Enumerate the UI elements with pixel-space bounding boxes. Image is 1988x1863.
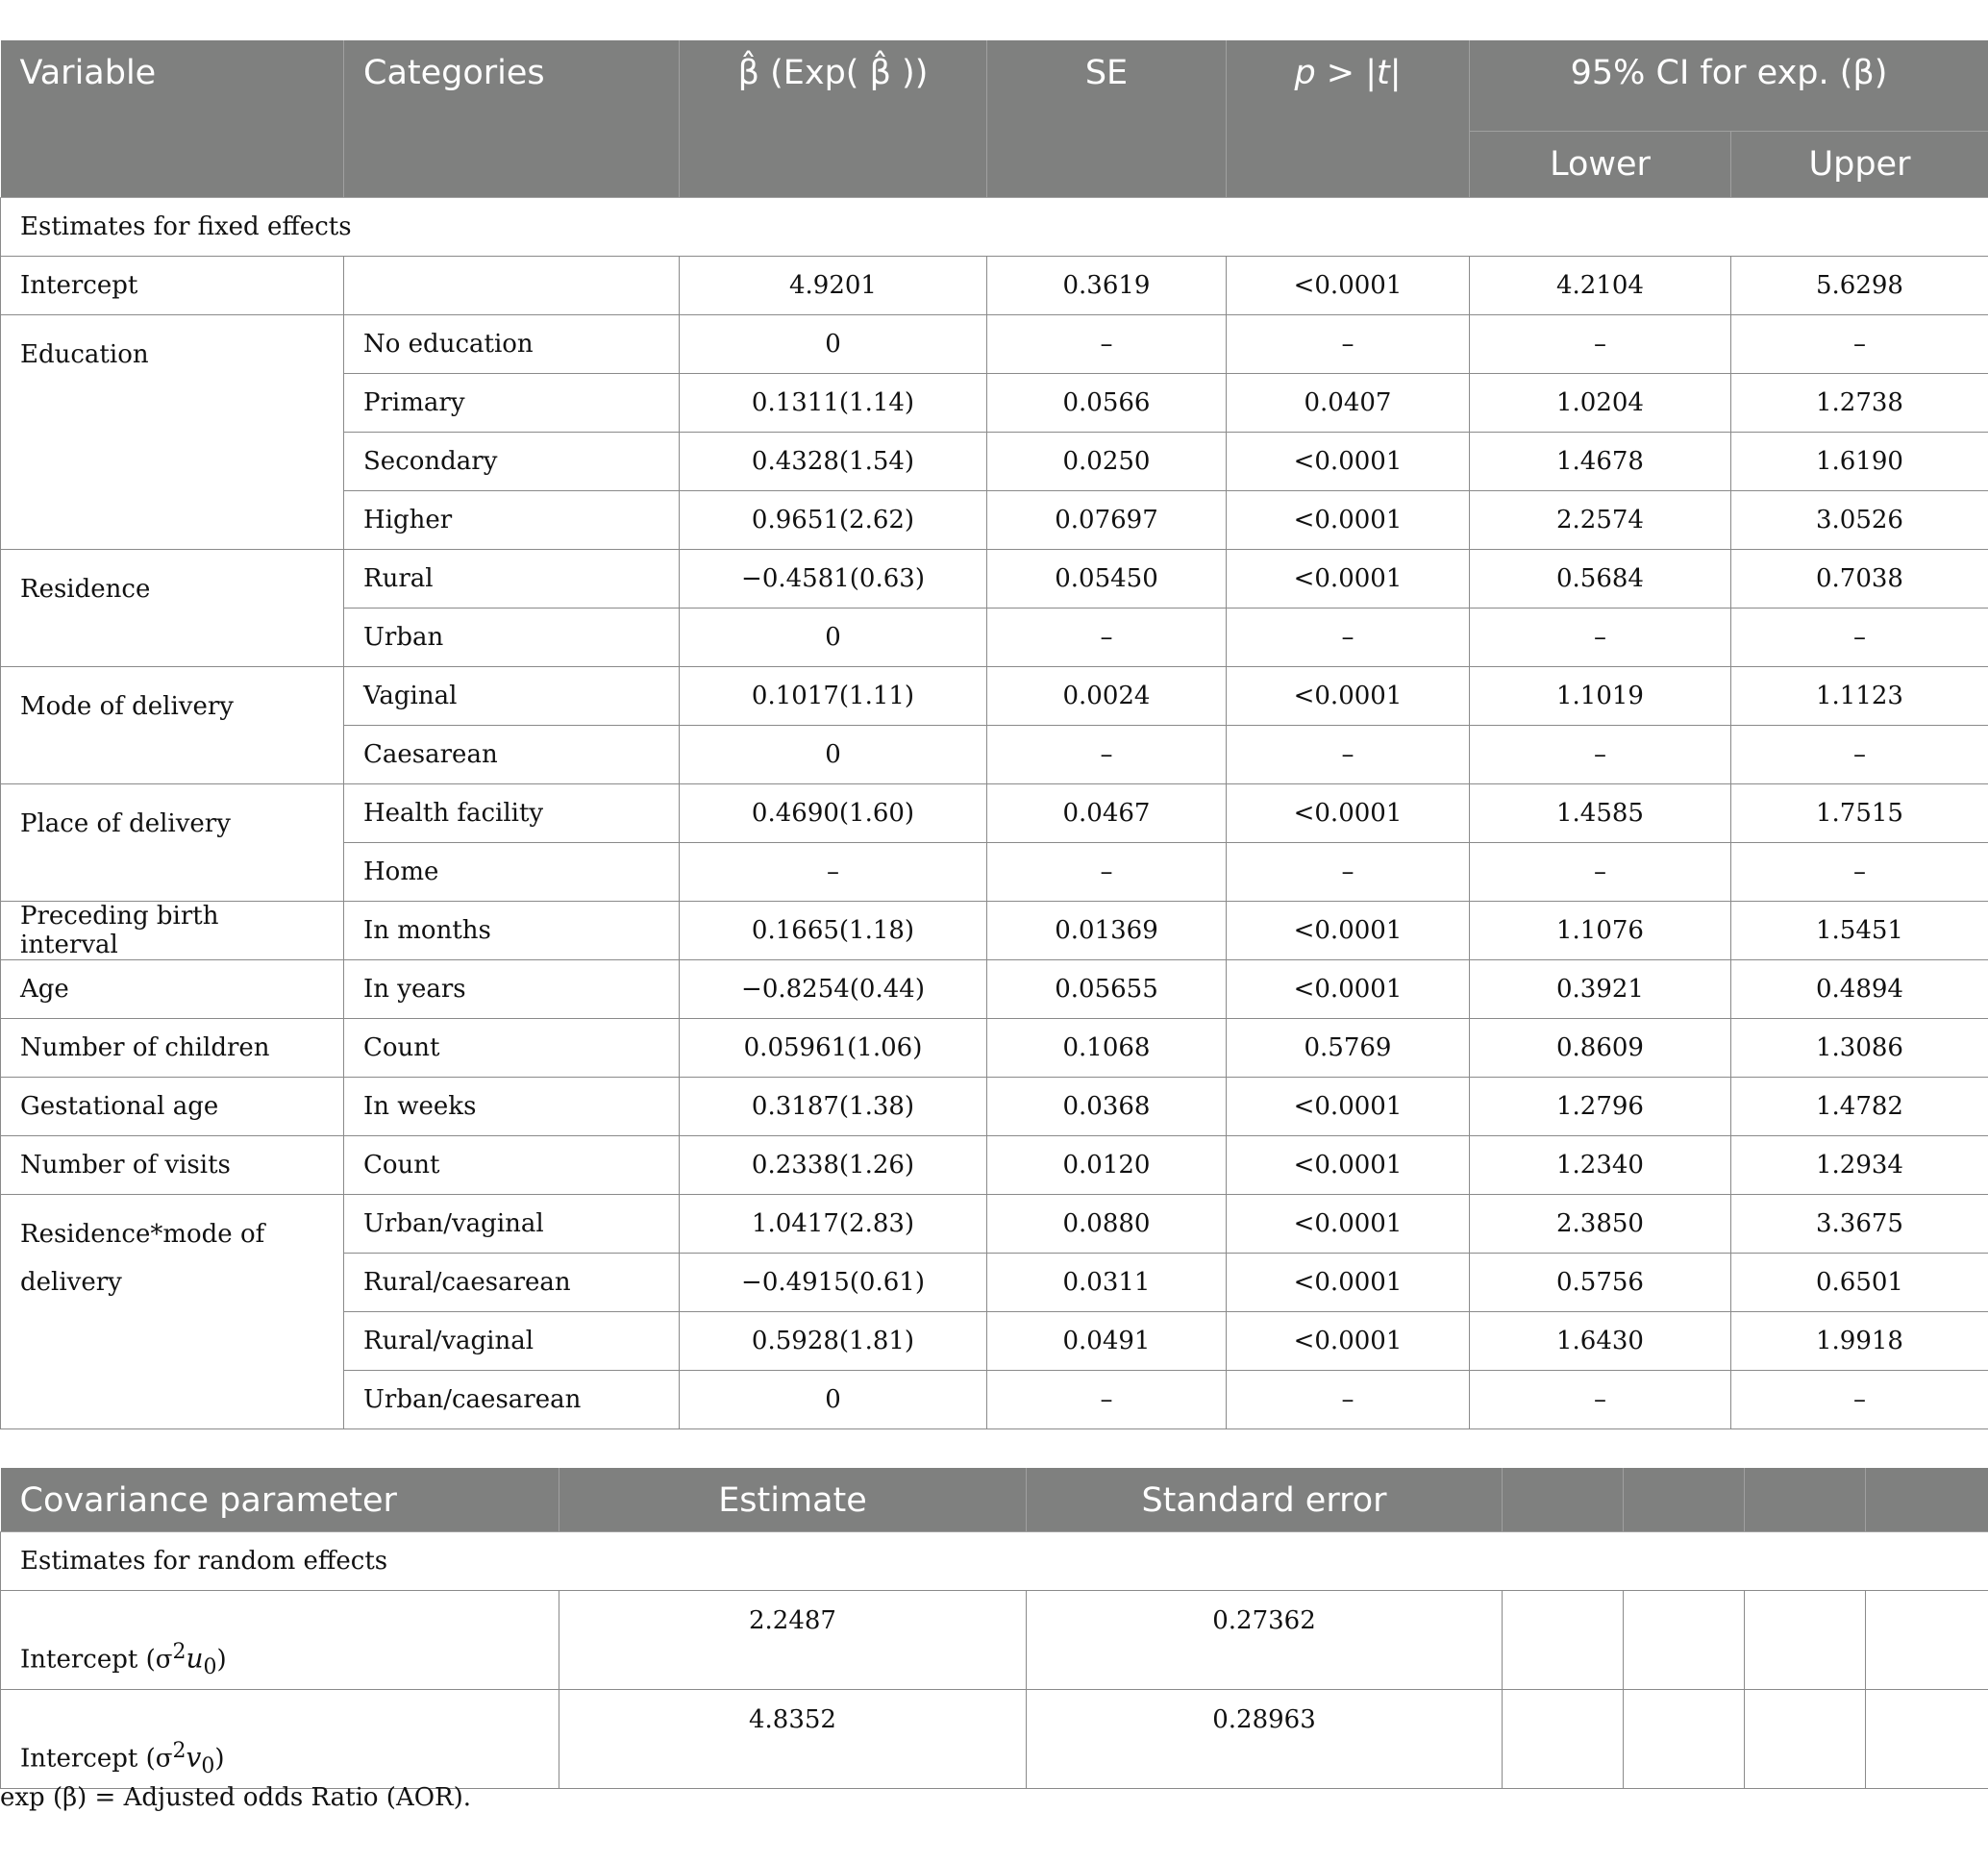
cell-p: <0.0001	[1227, 1254, 1470, 1312]
table-row	[1, 550, 1988, 609]
cell-variable: Intercept	[1, 257, 344, 315]
cell-variable: Education	[1, 315, 344, 550]
cell-beta: 0	[680, 1371, 987, 1429]
cell-category: Rural/vaginal	[344, 1312, 680, 1371]
cell-upper: 1.6190	[1731, 433, 1988, 491]
cell-empty	[1624, 1690, 1745, 1789]
cell-p: –	[1227, 609, 1470, 667]
cell-lower: –	[1470, 1371, 1731, 1429]
cell-variable: Residence*mode of delivery	[1, 1195, 344, 1429]
cell-beta: 0.1017(1.11)	[680, 667, 987, 726]
cell-p: <0.0001	[1227, 960, 1470, 1019]
cell-beta: −0.4915(0.61)	[680, 1254, 987, 1312]
label-suffix: )	[214, 1744, 225, 1774]
cell-lower: 2.2574	[1470, 491, 1731, 550]
table-row	[1, 1078, 1988, 1136]
cell-beta: 0.3187(1.38)	[680, 1078, 987, 1136]
cell-beta: −0.8254(0.44)	[680, 960, 987, 1019]
cell-category: Primary	[344, 374, 680, 433]
header-variable: Variable	[1, 40, 344, 198]
cell-beta: 0	[680, 315, 987, 374]
cell-upper: 1.7515	[1731, 784, 1988, 843]
cell-category: Health facility	[344, 784, 680, 843]
cell-se: –	[987, 1371, 1227, 1429]
label-suffix: )	[216, 1645, 227, 1675]
header-estimate: Estimate	[559, 1468, 1027, 1532]
cell-se: 0.0311	[987, 1254, 1227, 1312]
cell-empty	[1866, 1690, 1988, 1789]
cell-p: –	[1227, 843, 1470, 902]
cell-upper: –	[1731, 843, 1988, 902]
cell-empty	[1866, 1591, 1988, 1690]
label-sup: 2	[172, 1640, 186, 1665]
cell-beta: 0	[680, 609, 987, 667]
cell-se: 0.28963	[1027, 1690, 1503, 1789]
cell-se: 0.05655	[987, 960, 1227, 1019]
cell-upper: 1.4782	[1731, 1078, 1988, 1136]
cell-se: 0.0368	[987, 1078, 1227, 1136]
section-label-random: Estimates for random effects	[1, 1532, 1988, 1591]
cell-category: No education	[344, 315, 680, 374]
cell-upper: 0.6501	[1731, 1254, 1988, 1312]
header-beta: β̂ (Exp( β̂ ))	[680, 40, 987, 198]
cell-se: 0.0566	[987, 374, 1227, 433]
cell-lower: 0.5756	[1470, 1254, 1731, 1312]
cell-p: –	[1227, 1371, 1470, 1429]
cell-covariance-label	[1, 1591, 559, 1690]
cell-variable: Mode of delivery	[1, 667, 344, 784]
table-row	[1, 1591, 1988, 1690]
fixed-effects-table	[0, 40, 1988, 1429]
cell-lower: 0.8609	[1470, 1019, 1731, 1078]
table-row	[1, 902, 1988, 960]
cell-beta: 0.05961(1.06)	[680, 1019, 987, 1078]
cell-lower: 1.1076	[1470, 902, 1731, 960]
cell-variable: Place of delivery	[1, 784, 344, 902]
cell-se: –	[987, 843, 1227, 902]
cell-upper: 0.7038	[1731, 550, 1988, 609]
cell-p: 0.0407	[1227, 374, 1470, 433]
cell-p: <0.0001	[1227, 784, 1470, 843]
cell-p: <0.0001	[1227, 550, 1470, 609]
cell-lower: 1.2796	[1470, 1078, 1731, 1136]
cell-upper: 1.2738	[1731, 374, 1988, 433]
cell-upper: 0.4894	[1731, 960, 1988, 1019]
cell-category: Higher	[344, 491, 680, 550]
header-standard-error: Standard error	[1027, 1468, 1503, 1532]
table-row	[1, 257, 1988, 315]
covariance-body	[1, 1532, 1988, 1789]
cell-lower: 1.6430	[1470, 1312, 1731, 1371]
cell-variable: Preceding birth interval	[1, 902, 344, 960]
cell-lower: 0.5684	[1470, 550, 1731, 609]
cell-lower: 1.4678	[1470, 433, 1731, 491]
header-categories: Categories	[344, 40, 680, 198]
cell-lower: –	[1470, 843, 1731, 902]
cell-upper: 1.3086	[1731, 1019, 1988, 1078]
cell-se: 0.0491	[987, 1312, 1227, 1371]
cell-p: <0.0001	[1227, 257, 1470, 315]
cell-se: –	[987, 315, 1227, 374]
cell-p: 0.5769	[1227, 1019, 1470, 1078]
footnote: exp (β) = Adjusted odds Ratio (AOR).	[0, 1783, 472, 1812]
cell-category: Home	[344, 843, 680, 902]
cell-lower: –	[1470, 609, 1731, 667]
cell-upper: 3.0526	[1731, 491, 1988, 550]
table-row	[1, 1690, 1988, 1789]
header-empty	[1624, 1468, 1745, 1532]
cell-se: 0.27362	[1027, 1591, 1503, 1690]
cell-category: Vaginal	[344, 667, 680, 726]
cell-p: <0.0001	[1227, 1136, 1470, 1195]
cell-se: 0.07697	[987, 491, 1227, 550]
cell-p: <0.0001	[1227, 1312, 1470, 1371]
table-row	[1, 315, 1988, 374]
cell-lower: 1.1019	[1470, 667, 1731, 726]
fixed-effects-body	[1, 198, 1988, 1429]
cell-p: <0.0001	[1227, 491, 1470, 550]
cell-covariance-label	[1, 1690, 559, 1789]
cell-se: 0.0880	[987, 1195, 1227, 1254]
table-row	[1, 1195, 1988, 1254]
cell-beta: 0.2338(1.26)	[680, 1136, 987, 1195]
cell-category: In weeks	[344, 1078, 680, 1136]
cell-beta: −0.4581(0.63)	[680, 550, 987, 609]
cell-upper: 5.6298	[1731, 257, 1988, 315]
cell-category: Count	[344, 1136, 680, 1195]
label-prefix: Intercept (σ	[20, 1744, 173, 1774]
cell-lower: –	[1470, 726, 1731, 784]
header-lower: Lower	[1470, 132, 1731, 198]
cell-beta: 1.0417(2.83)	[680, 1195, 987, 1254]
cell-upper: 1.5451	[1731, 902, 1988, 960]
header-p-value: p > |t|	[1227, 40, 1470, 198]
cell-se: 0.05450	[987, 550, 1227, 609]
table-row	[1, 1136, 1988, 1195]
cell-empty	[1745, 1690, 1866, 1789]
header-upper: Upper	[1731, 132, 1988, 198]
cell-category: Urban/caesarean	[344, 1371, 680, 1429]
cell-upper: 1.1123	[1731, 667, 1988, 726]
cell-se: 0.0250	[987, 433, 1227, 491]
table-row	[1, 784, 1988, 843]
covariance-table	[0, 1468, 1988, 1789]
cell-upper: –	[1731, 1371, 1988, 1429]
header-empty	[1745, 1468, 1866, 1532]
cell-se: 0.0467	[987, 784, 1227, 843]
cell-beta: –	[680, 843, 987, 902]
cell-p: –	[1227, 726, 1470, 784]
cell-category: Count	[344, 1019, 680, 1078]
cell-beta: 0.4328(1.54)	[680, 433, 987, 491]
cell-lower: 1.2340	[1470, 1136, 1731, 1195]
label-sub: 0	[201, 1754, 215, 1778]
cell-variable: Gestational age	[1, 1078, 344, 1136]
cell-empty	[1745, 1591, 1866, 1690]
cell-estimate: 2.2487	[559, 1591, 1027, 1690]
cell-p: <0.0001	[1227, 667, 1470, 726]
label-prefix: Intercept (σ	[20, 1645, 173, 1675]
cell-beta: 0.9651(2.62)	[680, 491, 987, 550]
label-var: v	[186, 1741, 202, 1774]
cell-se: 0.0024	[987, 667, 1227, 726]
cell-lower: 1.4585	[1470, 784, 1731, 843]
cell-category: Caesarean	[344, 726, 680, 784]
label-var: u	[186, 1642, 204, 1675]
cell-p: <0.0001	[1227, 902, 1470, 960]
cell-se: –	[987, 609, 1227, 667]
cell-upper: 1.9918	[1731, 1312, 1988, 1371]
cell-lower: 0.3921	[1470, 960, 1731, 1019]
cell-beta: 0.1311(1.14)	[680, 374, 987, 433]
cell-se: –	[987, 726, 1227, 784]
cell-p: <0.0001	[1227, 433, 1470, 491]
cell-category: Urban/vaginal	[344, 1195, 680, 1254]
cell-category: In years	[344, 960, 680, 1019]
label-sup: 2	[172, 1739, 186, 1764]
cell-category: Rural	[344, 550, 680, 609]
cell-lower: 4.2104	[1470, 257, 1731, 315]
cell-p: <0.0001	[1227, 1195, 1470, 1254]
cell-upper: –	[1731, 609, 1988, 667]
cell-empty	[1503, 1690, 1624, 1789]
section-label-fixed: Estimates for fixed effects	[1, 198, 1988, 257]
cell-lower: 2.3850	[1470, 1195, 1731, 1254]
table-row	[1, 1019, 1988, 1078]
cell-se: 0.01369	[987, 902, 1227, 960]
cell-category: Secondary	[344, 433, 680, 491]
cell-variable: Number of visits	[1, 1136, 344, 1195]
header-empty	[1866, 1468, 1988, 1532]
cell-beta: 0.4690(1.60)	[680, 784, 987, 843]
cell-empty	[1503, 1591, 1624, 1690]
cell-variable: Age	[1, 960, 344, 1019]
cell-upper: –	[1731, 315, 1988, 374]
cell-lower: –	[1470, 315, 1731, 374]
cell-variable: Residence	[1, 550, 344, 667]
cell-beta: 0.1665(1.18)	[680, 902, 987, 960]
label-sub: 0	[203, 1655, 217, 1679]
cell-p: <0.0001	[1227, 1078, 1470, 1136]
header-se: SE	[987, 40, 1227, 198]
header-empty	[1503, 1468, 1624, 1532]
cell-lower: 1.0204	[1470, 374, 1731, 433]
header-ci: 95% CI for exp. (β)	[1470, 40, 1988, 132]
cell-beta: 0.5928(1.81)	[680, 1312, 987, 1371]
cell-upper: 1.2934	[1731, 1136, 1988, 1195]
cell-beta: 0	[680, 726, 987, 784]
header-covariance-parameter: Covariance parameter	[1, 1468, 559, 1532]
cell-beta: 4.9201	[680, 257, 987, 315]
table-row	[1, 960, 1988, 1019]
cell-se: 0.3619	[987, 257, 1227, 315]
cell-empty	[1624, 1591, 1745, 1690]
cell-se: 0.1068	[987, 1019, 1227, 1078]
cell-category: In months	[344, 902, 680, 960]
table-row	[1, 667, 1988, 726]
cell-category: Rural/caesarean	[344, 1254, 680, 1312]
cell-upper: 3.3675	[1731, 1195, 1988, 1254]
cell-estimate: 4.8352	[559, 1690, 1027, 1789]
cell-se: 0.0120	[987, 1136, 1227, 1195]
cell-category	[344, 257, 680, 315]
cell-category: Urban	[344, 609, 680, 667]
cell-upper: –	[1731, 726, 1988, 784]
cell-p: –	[1227, 315, 1470, 374]
cell-variable: Number of children	[1, 1019, 344, 1078]
